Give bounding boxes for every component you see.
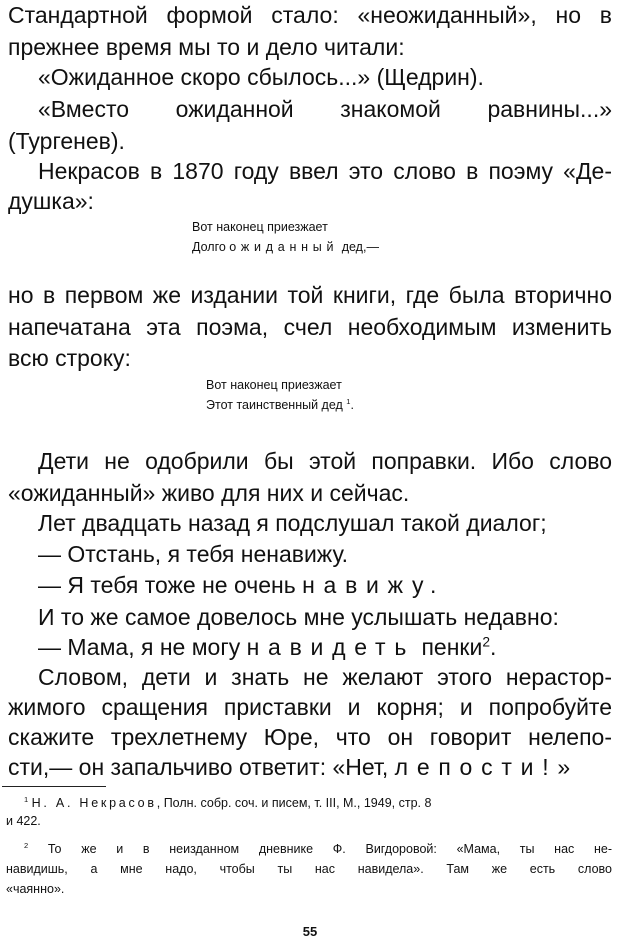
verse-line: Этот таинственный дед $^1$. xyxy=(206,396,354,412)
dialog-line: — Отстань, я тебя ненавижу. xyxy=(38,541,349,567)
footnote-ref: 1 xyxy=(346,396,351,406)
text-line: сти,— он запальчиво ответит: «Нет, лепости!» xyxy=(8,754,579,780)
text-line: Лет двадцать назад я подслушал такой диалог; xyxy=(38,510,547,536)
footnote: $^2$ То же и в неизданном дневнике Ф. Вигдоровой: «Мама, ты нас не- xyxy=(24,840,612,856)
text-line: Некрасов в 1870 году ввел это слово в поэму «Де- xyxy=(38,158,612,184)
text-line: прежнее время мы то и дело читали: xyxy=(8,34,405,60)
text-line: но в первом же издании той книги, где была вторично xyxy=(8,282,612,308)
footnote: и 422. xyxy=(6,814,41,828)
footnote-divider xyxy=(2,786,106,787)
text-line: «ожиданный» живо для них и сейчас. xyxy=(8,480,410,506)
text-line: Дети не одобрили бы этой поправки. Ибо слово xyxy=(38,448,612,474)
text-line: Стандартной формой стало: «неожиданный», но в xyxy=(8,2,612,28)
footnote: навидишь, а мне надо, чтобы ты нас навидела». Там же есть слово xyxy=(6,862,612,876)
footnote: «чаянно». xyxy=(6,882,65,896)
footnote: $^1$ Н. А. Некрасов, Полн. собр. соч. и писем, т. III, М., 1949, стр. 8 xyxy=(24,794,432,810)
verse-line: Вот наконец приезжает xyxy=(192,220,328,234)
dialog-line: — Я тебя тоже не очень навижу. xyxy=(38,572,446,598)
text-line: жимого сращения приставки и корня; и попробуйте xyxy=(8,694,612,720)
page-number: 55 xyxy=(302,924,318,939)
dialog-line: — Мама, я не могу навидеть пенки$^2$. xyxy=(38,634,497,660)
text-line: скажите трехлетнему Юре, что он говорит нелепо- xyxy=(8,724,612,750)
footnote-ref: 2 xyxy=(482,634,490,650)
quote-line: «Вместо ожиданной знакомой равнины...» xyxy=(38,96,612,122)
quote-line: «Ожиданное скоро сбылось...» (Щедрин). xyxy=(38,64,484,90)
text-line: Словом, дети и знать не желают этого нерастор- xyxy=(38,664,612,690)
text-line: (Тургенев). xyxy=(8,128,125,154)
text-line: душка»: xyxy=(8,188,94,214)
text-line: И то же самое довелось мне услышать недавно: xyxy=(38,604,559,630)
verse-line: Вот наконец приезжает xyxy=(206,378,342,392)
text-line: всю строку: xyxy=(8,345,131,371)
verse-line: Долго ожиданный дед,— xyxy=(192,240,379,254)
text-line: напечатана эта поэма, счел необходимым изменить xyxy=(8,314,612,340)
